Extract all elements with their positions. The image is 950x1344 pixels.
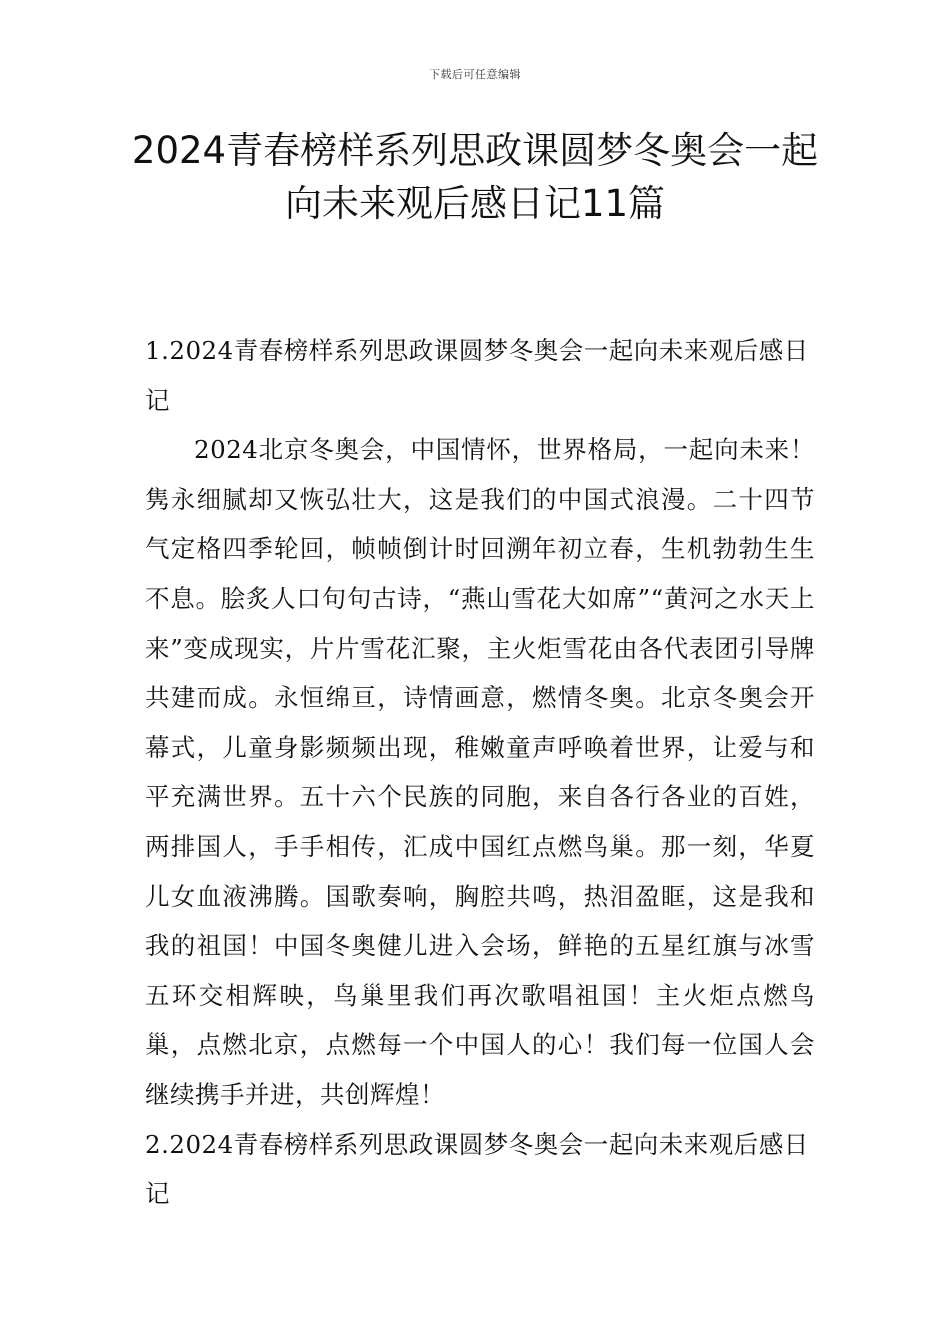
document-title [120,124,830,230]
section-paragraph-1: 2024北京冬奥会，中国情怀，世界格局，一起向未来！隽永细腻却又恢弘壮大，这是我们的中国式浪漫。二十四节气定格四季轮回，帧帧倒计时回溯年初立春，生机勃勃生生不息。脍炙人口句句古诗，“燕山雪花大如席”“黄河之水天上来”变成现实，片片雪花汇聚，主火炬雪花由各代表团引导牌共建而成。永恒绵亘，诗情画意，燃情冬奥。北京冬奥会开幕式，儿童身影频频出现，稚嫩童声呼唤着世界，让爱与和平充满世界。五十六个民族的同胞，来自各行各业的百姓，两排国人，手手相传，汇成中国红点燃鸟巢。那一刻，华夏儿女血液沸腾。国歌奏响，胸腔共鸣，热泪盈眶，这是我和我的祖国！中国冬奥健儿进入会场，鲜艳的五星红旗与冰雪五环交相辉映，鸟巢里我们再次歌唱祖国！主火炬点燃鸟巢，点燃北京，点燃每一个中国人的心！我们每一位国人会继续携手并进，共创辉煌！ [145,435,815,1109]
section-heading-2: 2.2024青春榜样系列思政课圆梦冬奥会一起向未来观后感日记 [145,1129,809,1209]
title-line-2: 向未来观后感日记11篇 [284,182,666,225]
document-body [145,326,815,1219]
section-heading-1: 1.2024青春榜样系列思政课圆梦冬奥会一起向未来观后感日记 [145,336,809,415]
title-line-1: 2024青春榜样系列思政课圆梦冬奥会一起 [131,129,819,172]
header-note: 下载后可任意编辑 [429,68,521,81]
